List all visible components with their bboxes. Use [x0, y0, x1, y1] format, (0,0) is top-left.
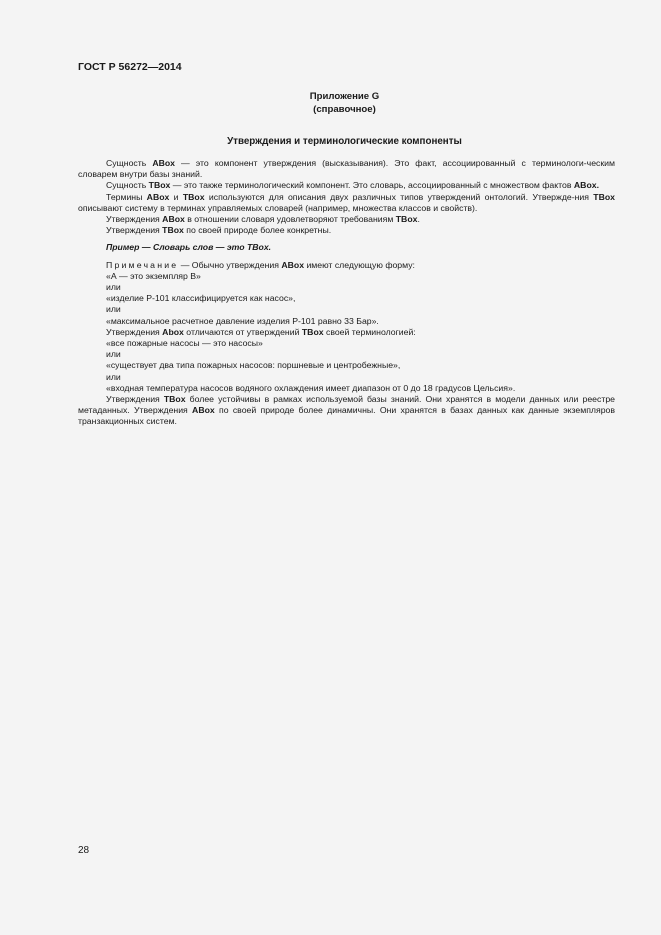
note-line: Утверждения Abox отличаются от утверждений TBox своей терминологией:: [106, 326, 416, 337]
paragraph-tbox-definition: Сущность TBox — это также терминологический компонент. Это словарь, ассоциированный с множеством фактов ABox.: [106, 180, 599, 191]
note-line: «входная температура насосов водяного охлаждения имеет диапазон от 0 до 18 градусов Цельсия».: [106, 382, 516, 393]
paragraph-abox-requirements: Утверждения ABox в отношении словаря удовлетворяют требованиям TBox.: [106, 214, 420, 225]
note-line: или: [106, 282, 121, 293]
document-body: [78, 158, 615, 428]
paragraph-tbox-nature: Утверждения TBox по своей природе более конкретны.: [106, 225, 332, 236]
annex-heading: [0, 91, 661, 116]
note-line: или: [106, 371, 121, 382]
note-paragraph: Примечание — Обычно утверждения ABox имеют следующую форму:: [106, 259, 415, 270]
note-line: «А — это экземпляр В»: [106, 270, 201, 281]
section-title: Утверждения и терминологические компоненты: [227, 136, 462, 147]
note-line: «максимальное расчетное давление изделия Р-101 равно 33 Бар».: [106, 315, 379, 326]
annex-title: Приложение G: [309, 91, 380, 102]
page-number: 28: [78, 845, 90, 856]
paragraph-abox-definition: Сущность ABox — это компонент утверждения (высказывания). Это факт, ассоциированный с терминологи-ческим словарем внутри базы знаний.: [78, 158, 615, 180]
note-line: или: [106, 304, 121, 315]
note-line: «существует два типа пожарных насосов: поршневые и центробежные»,: [106, 360, 401, 371]
note-line: «все пожарные насосы — это насосы»: [106, 338, 263, 349]
standard-header: ГОСТ Р 56272—2014: [78, 61, 182, 73]
note-line: «изделие Р-101 классифицируется как насос»,: [106, 293, 296, 304]
example-line: Пример — Словарь слов — это TBox.: [106, 242, 272, 253]
paragraph-tbox-stability: Утверждения TBox более устойчивы в рамках используемой базы знаний. Они хранятся в модели данных или реестре метаданных. Утверждения ABox по своей природе более динамичны. Они хранятся в базах данных как данные экземпляров транзакционных систем.: [78, 394, 615, 427]
note-line: или: [106, 349, 121, 360]
annex-subtitle: (справочное): [313, 103, 376, 115]
note-label: Примечание: [106, 259, 179, 270]
paragraph-terms: Термины ABox и TBox используются для описания двух различных типов утверждений онтологий. Утвержде-ния TBox описывают систему в терминах управляемых словарей (например, множества классов и свойств).: [78, 191, 616, 213]
